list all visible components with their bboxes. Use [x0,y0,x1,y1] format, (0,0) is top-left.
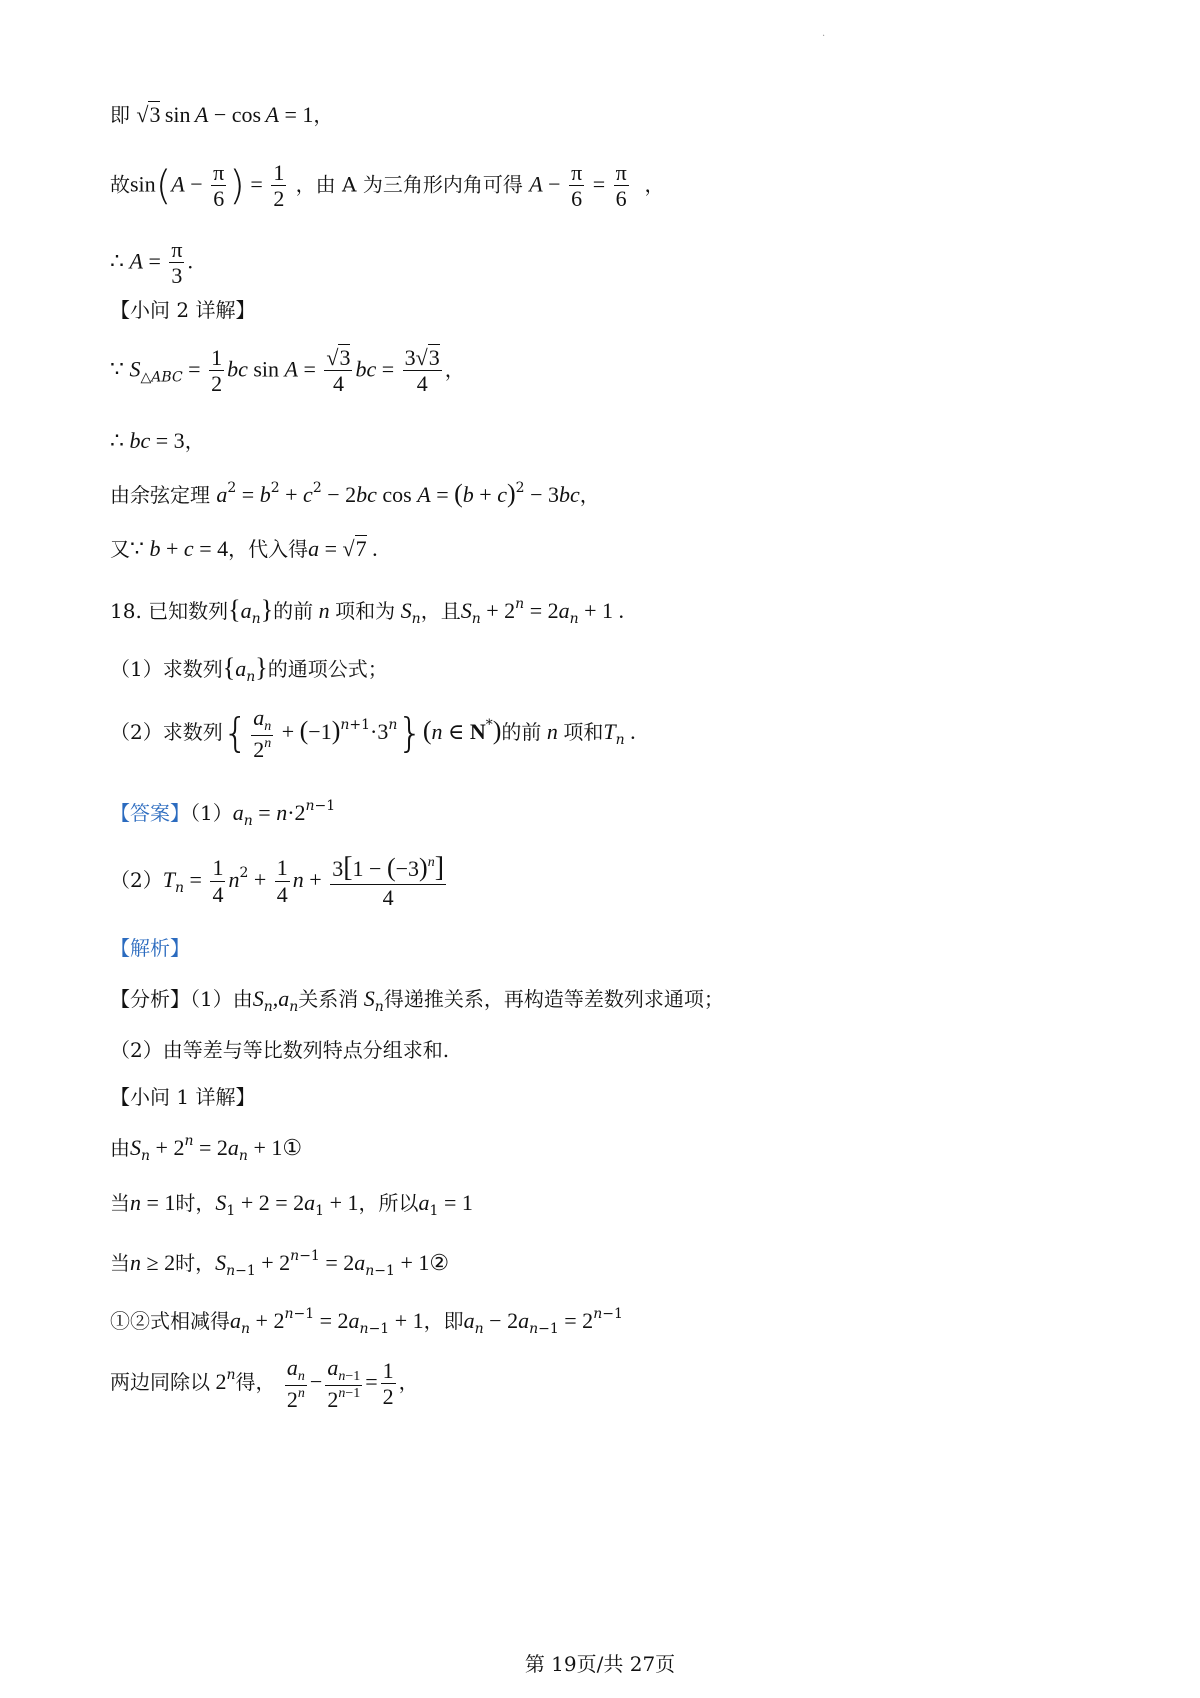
answer-tag: 【答案】 [110,801,190,825]
derivation-line-4: ①②式相减得$a_n + 2^{n-1} = 2a_{n-1} + 1$，即$a_n - 2a_{n-1} = 2^{n-1}$ [110,1306,623,1337]
text-d5-prefix: 两边同除以 [110,1370,210,1395]
text-fenxi-1b: 关系消 [298,987,359,1011]
scan-dot: . [822,28,826,39]
text-d3-prefix: 当 [110,1251,130,1275]
subquestion-1-heading: 【小问 1 详解】 [110,1085,256,1109]
text-q18-p2-mid: 的前 [501,720,542,745]
text-q18-mid1: 的前 [273,599,314,623]
answer-line-2: $(2)T_n$ = $\frac{1}{4}$ $n^2$ + $\frac{1}{4}$ n + $\frac{3[1 - (-3)^n]}{4}$ [110,852,445,911]
text-q18-mid2: 项和为 [335,599,396,623]
derivation-line-3: 当n ≥ 2时，$S_{n-1} + 2^{n-1} = 2a_{n-1}$ + 1② [110,1248,450,1279]
analysis-line-1: 【分析】（1）由$S_n,a_n$关系消 $S_n$得递推关系，再构造等差数列求通项； [110,986,724,1015]
line-A-equals-pi3: ∴ A = $\frac{\pi}{3}$ . [110,237,193,289]
text-answer-1: （1） [190,801,233,825]
derivation-line-2: 当n = 1时，$S_1 + 2 = 2a_1 + 1$，所以$a_1 = 1$ [110,1190,473,1219]
text-d2-mid: 时， [175,1191,216,1215]
text-q18-mid3: ，且 [420,599,461,623]
text-q18-p2-prefix: （2）求数列 [110,720,223,745]
question-18-stem: 18. 已知数列$\{a_n\}$的前 n 项和为 $S_n$，且$S_n + 2^n = 2a_n + 1$ . [110,595,625,627]
line-cosine-law: 由余弦定理 $a^2 = b^2 + c^2 - 2bc$ $\cos A = (b + c)^2 - 3bc$， [110,479,600,508]
text-d2-mid2: ，所以 [358,1191,419,1215]
text-q18-prefix: 18. 已知数列 [110,599,229,623]
line-area-formula: ∵ $S_{\triangle ABC}$ = $\frac{1}{2}$ bc sin A = $\frac{√3}{4}$ bc = $\frac{3√3}{4}$ ， [110,345,465,397]
line-b-plus-c: 又∵ b + c = 4，代入得a = √7 . [110,536,378,561]
line-sin-equation: 故sin(A − $\frac{\pi}{6}$ ) = $\frac{1}{2}$ ，由 A 为三角形内角可得 A − $\frac{\pi}{6}$ = $\frac{\pi}{6}$ ， [110,160,665,212]
text-q18-p1-prefix: （1）求数列 [110,657,223,681]
subquestion-2-heading: 【小问 2 详解】 [110,298,256,322]
text-d4-prefix: ①②式相减得 [110,1309,230,1333]
text-q18-p1-suffix: 的通项公式； [267,657,388,681]
derivation-line-1: 由$S_n + 2^n = 2a_n$ + 1① [110,1133,303,1164]
analysis-line-2: （2）由等差与等比数列特点分组求和. [110,1038,450,1062]
text-triangle-angle: ，由 A 为三角形内角可得 [295,172,523,197]
text-d2-prefix: 当 [110,1191,130,1215]
text-fenxi-1a: （1）由 [190,987,253,1011]
page-footer: 第 19页/共 27页 [524,1652,676,1676]
text-ji: 即 [110,103,130,127]
text-d3-mid: 时， [175,1251,216,1275]
text-fenxi-1c: 得递推关系，再构造等差数列求通项； [383,987,724,1011]
jiexi-tag: 【解析】 [110,936,190,960]
text-gu: 故 [110,172,130,197]
text-d5-mid: 得， [235,1370,276,1395]
line-sqrt3-equation: 即 √3 sin A − cos A = 1， [110,102,334,127]
question-18-part1: （1）求数列$\{a_n\}$的通项公式； [110,653,388,685]
text-q18-p2-mid2: 项和 [563,720,604,745]
text-substitute: ，代入得 [228,537,309,561]
text-d4-mid: ，即 [423,1309,464,1333]
line-bc-equals-3: ∴ bc = 3， [110,428,205,453]
question-18-part2: （2）求数列{ $\frac{a_n}{2^n}$ + $(-1)^{n+1}\cdot 3^n\}(n$ ∈ N*)的前 n 项和$T_n$ . [110,705,636,763]
text-answer-2: （2） [110,867,163,892]
text-cosine-law: 由余弦定理 [110,483,210,507]
analysis-tag: 【分析】 [110,987,190,1011]
text-you: 又 [110,537,130,561]
text-d1-prefix: 由 [110,1136,130,1160]
derivation-line-5: 两边同除以 2$^n$得， $\frac{a_n}{2^n}$ − $\frac{a_{n-1}}{2^{n-1}}$ = $\frac{1}{2}$ ， [110,1355,419,1413]
answer-line-1: 【答案】$(1)a_n = n\cdot 2^{n-1}$ [110,798,336,829]
